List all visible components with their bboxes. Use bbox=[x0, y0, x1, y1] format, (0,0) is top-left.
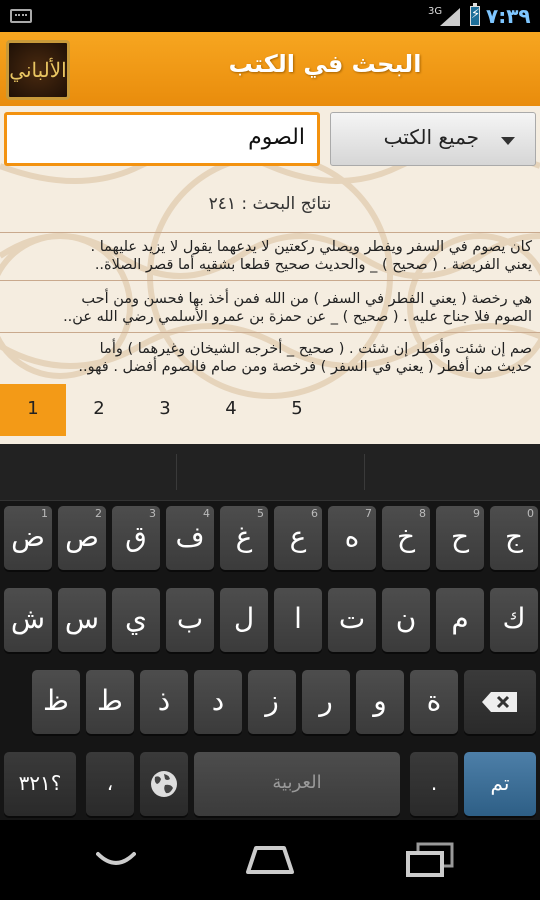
key-ain[interactable]: ع 6 bbox=[274, 506, 322, 570]
result-line: الصوم فلا جناح عليه . ( صحيح ) _ عن حمزة بن عمرو الأسلمي رضي الله عن.. bbox=[63, 309, 532, 325]
suggestion-divider bbox=[364, 454, 365, 490]
language-key[interactable] bbox=[140, 752, 188, 816]
keyboard-icon bbox=[10, 9, 32, 23]
key-ra[interactable]: ر bbox=[302, 670, 350, 734]
result-line: يعني الفريضة . ( صحيح ) _ والحديث صحيح قطعا بشقيه أما قصر الصلاة.. bbox=[94, 257, 532, 273]
key-sad[interactable]: ص 2 bbox=[58, 506, 106, 570]
symbols-key[interactable]: ؟٣٢١ bbox=[4, 752, 76, 816]
suggestion-divider bbox=[176, 454, 177, 490]
search-content bbox=[0, 106, 540, 444]
key-kaf[interactable]: ك bbox=[490, 588, 538, 652]
back-icon[interactable] bbox=[96, 850, 136, 870]
result-line: هي رخصة ( يعني الفطر في السفر ) من الله فمن أخذ بها فحسن ومن أحب bbox=[81, 291, 532, 307]
search-query: الصوم bbox=[248, 125, 305, 150]
key-hha[interactable]: ح 9 bbox=[436, 506, 484, 570]
results-count: نتائج البحث : ٢٤١ bbox=[208, 194, 332, 214]
key-ya[interactable]: ي bbox=[112, 588, 160, 652]
result-item[interactable] bbox=[0, 280, 540, 333]
key-ba[interactable]: ب bbox=[166, 588, 214, 652]
result-line: حديث من أفطر ( يعني في السفر ) فرخصة ومن صام فالصوم أفضل . فهو.. bbox=[78, 359, 532, 375]
key-dal[interactable]: د bbox=[194, 670, 242, 734]
app-logo[interactable]: الألباني bbox=[6, 40, 70, 100]
page-3[interactable]: 3 bbox=[159, 398, 171, 419]
backspace-icon bbox=[481, 691, 519, 713]
key-ghain[interactable]: غ 5 bbox=[220, 506, 268, 570]
charging-bolt-icon: ⚡ bbox=[471, 7, 481, 22]
search-input[interactable] bbox=[4, 112, 320, 166]
key-ta-marbuta[interactable]: ة bbox=[410, 670, 458, 734]
globe-icon bbox=[149, 769, 179, 799]
signal-icon bbox=[440, 8, 460, 26]
comma-key[interactable]: ، bbox=[86, 752, 134, 816]
key-ta[interactable]: ت bbox=[328, 588, 376, 652]
status-time: ٧:٣٩ bbox=[486, 4, 531, 28]
books-filter-label: جميع الكتب bbox=[383, 125, 479, 149]
key-alif[interactable]: ا bbox=[274, 588, 322, 652]
page-1[interactable]: 1 bbox=[0, 384, 66, 436]
page-5[interactable]: 5 bbox=[291, 398, 303, 419]
action-bar bbox=[0, 32, 540, 106]
space-key[interactable]: العربية bbox=[194, 752, 400, 816]
status-bar bbox=[0, 0, 540, 32]
backspace-key[interactable] bbox=[464, 670, 536, 734]
recents-icon[interactable] bbox=[404, 842, 456, 878]
pagination bbox=[0, 384, 540, 438]
key-shin[interactable]: ش bbox=[4, 588, 52, 652]
key-qaf[interactable]: ق 3 bbox=[112, 506, 160, 570]
home-icon[interactable] bbox=[244, 844, 296, 876]
page-title: البحث في الكتب bbox=[228, 50, 422, 78]
result-item[interactable] bbox=[0, 332, 540, 385]
key-tta[interactable]: ط bbox=[86, 670, 134, 734]
navigation-bar bbox=[0, 820, 540, 900]
key-za[interactable]: ظ bbox=[32, 670, 80, 734]
dropdown-arrow-icon bbox=[501, 137, 515, 145]
result-item[interactable] bbox=[0, 232, 540, 281]
key-waw[interactable]: و bbox=[356, 670, 404, 734]
key-kha[interactable]: خ 8 bbox=[382, 506, 430, 570]
key-nun[interactable]: ن bbox=[382, 588, 430, 652]
key-lam[interactable]: ل bbox=[220, 588, 268, 652]
books-filter-dropdown[interactable] bbox=[330, 112, 536, 166]
key-jim[interactable]: ج 0 bbox=[490, 506, 538, 570]
page-4[interactable]: 4 bbox=[225, 398, 237, 419]
key-dad[interactable]: ض 1 bbox=[4, 506, 52, 570]
key-mim[interactable]: م bbox=[436, 588, 484, 652]
key-fa[interactable]: ف 4 bbox=[166, 506, 214, 570]
result-line: كان يصوم في السفر ويفطر ويصلي ركعتين لا يدعهما يقول لا يزيد عليهما . bbox=[90, 239, 532, 255]
key-ha[interactable]: ه 7 bbox=[328, 506, 376, 570]
key-sin[interactable]: س bbox=[58, 588, 106, 652]
suggestion-strip bbox=[0, 444, 540, 501]
soft-keyboard bbox=[0, 444, 540, 820]
done-key[interactable]: تم bbox=[464, 752, 536, 816]
network-type: 3G bbox=[428, 6, 443, 17]
key-dhal[interactable]: ذ bbox=[140, 670, 188, 734]
result-line: صم إن شئت وأفطر إن شئت . ( صحيح _ أخرجه الشيخان وغيرهما ) وأما bbox=[99, 341, 532, 357]
page-2[interactable]: 2 bbox=[93, 398, 105, 419]
period-key[interactable]: . bbox=[410, 752, 458, 816]
key-zay[interactable]: ز bbox=[248, 670, 296, 734]
